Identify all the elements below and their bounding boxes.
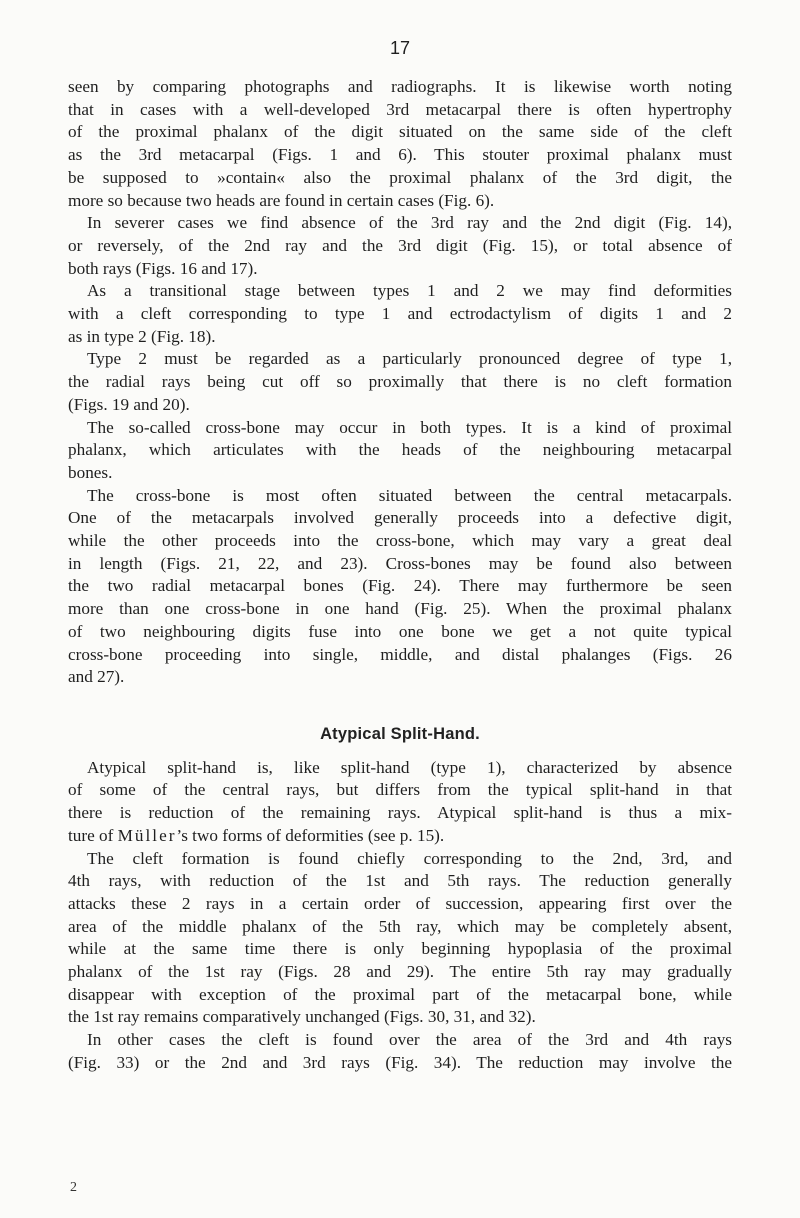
- text-line: (Figs. 19 and 20).: [68, 394, 190, 414]
- paragraph: [68, 212, 732, 280]
- text-line: that in cases with a well-developed 3rd metacarpal there is often hypertrophy: [68, 99, 732, 119]
- text-line: the 1st ray remains comparatively unchanged (Figs. 30, 31, and 32).: [68, 1007, 536, 1027]
- text-line: The so-called cross-bone may occur in both types. It is a kind of proximal: [87, 417, 732, 437]
- text-line: seen by comparing photographs and radiographs. It is likewise worth noting: [68, 77, 732, 96]
- text-line: bones.: [68, 462, 113, 482]
- text-line: of two neighbouring digits fuse into one bone we get a not quite typical: [68, 621, 732, 641]
- section-heading: Atypical Split-Hand.: [320, 724, 480, 743]
- text-line: of some of the central rays, but differs from the typical split-hand in that: [68, 780, 732, 800]
- signature-mark: 2: [70, 1180, 77, 1195]
- body-text: [68, 76, 732, 1075]
- text-line: the radial rays being cut off so proximally that there is no cleft formation: [68, 372, 732, 392]
- line-suffix: ’s two forms of deformities (see p. 15).: [176, 825, 445, 845]
- paragraph: [68, 348, 732, 416]
- text-line: As a transitional stage between types 1 and 2 we may find deformities: [87, 281, 732, 301]
- text-line: or reversely, of the 2nd ray and the 3rd digit (Fig. 15), or total absence of: [68, 235, 732, 255]
- text-line: Type 2 must be regarded as a particularly pronounced degree of type 1,: [87, 349, 732, 369]
- paragraph: [68, 280, 732, 348]
- text-line: of the proximal phalanx of the digit situated on the same side of the cleft: [68, 122, 732, 142]
- text-line: disappear with exception of the proximal part of the metacarpal bone, while: [68, 984, 732, 1004]
- text-line: phalanx of the 1st ray (Figs. 28 and 29). The entire 5th ray may gradually: [68, 962, 732, 982]
- text-line: (Fig. 33) or the 2nd and 3rd rays (Fig. 34). The reduction may involve the: [68, 1052, 732, 1072]
- text-line: 4th rays, with reduction of the 1st and 5th rays. The reduction generally: [68, 871, 732, 891]
- author-name: Müller: [117, 825, 177, 845]
- text-line: there is reduction of the remaining rays. Atypical split-hand is thus a mix-: [68, 803, 732, 823]
- text-line: attacks these 2 rays in a certain order of succession, appearing first over the: [68, 893, 732, 913]
- paragraph: [68, 485, 732, 689]
- line-prefix: ture of: [68, 825, 118, 845]
- text-line: and 27).: [68, 667, 125, 687]
- text-line: area of the middle phalanx of the 5th ray, which may be completely absent,: [68, 916, 732, 936]
- text-line: while at the same time there is only beginning hypoplasia of the proximal: [68, 939, 732, 959]
- text-line: with a cleft corresponding to type 1 and ectrodactylism of digits 1 and 2: [68, 304, 732, 324]
- paragraph: [68, 417, 732, 485]
- text-line: as in type 2 (Fig. 18).: [68, 326, 216, 346]
- text-line: while the other proceeds into the cross-bone, which may vary a great deal: [68, 531, 732, 551]
- text-line: [68, 825, 732, 848]
- page-number: 17: [389, 38, 411, 58]
- paragraph: [68, 76, 732, 212]
- text-line: the two radial metacarpal bones (Fig. 24). There may furthermore be seen: [68, 576, 732, 596]
- text-line: In other cases the cleft is found over the area of the 3rd and 4th rays: [87, 1030, 732, 1050]
- paragraph: [68, 848, 732, 1030]
- text-line: more than one cross-bone in one hand (Fig. 25). When the proximal phalanx: [68, 599, 732, 619]
- text-line: phalanx, which articulates with the heads of the neighbouring metacarpal: [68, 440, 732, 460]
- text-line: cross-bone proceeding into single, middle, and distal phalanges (Figs. 26: [68, 644, 732, 664]
- text-line: as the 3rd metacarpal (Figs. 1 and 6). This stouter proximal phalanx must: [68, 145, 732, 165]
- text-line: In severer cases we find absence of the 3rd ray and the 2nd digit (Fig. 14),: [87, 213, 732, 233]
- text-line: Atypical split-hand is, like split-hand (type 1), characterized by absence: [87, 757, 732, 777]
- paragraph: [68, 757, 732, 848]
- paragraph: [68, 1029, 732, 1074]
- text-line: more so because two heads are found in certain cases (Fig. 6).: [68, 190, 495, 210]
- text-line: in length (Figs. 21, 22, and 23). Cross-bones may be found also between: [68, 553, 732, 573]
- text-line: The cross-bone is most often situated between the central metacarpals.: [87, 485, 732, 505]
- text-line: be supposed to »contain« also the proximal phalanx of the 3rd digit, the: [68, 167, 732, 187]
- text-line: both rays (Figs. 16 and 17).: [68, 258, 258, 278]
- text-line: One of the metacarpals involved generally proceeds into a defective digit,: [68, 508, 732, 528]
- text-line: The cleft formation is found chiefly corresponding to the 2nd, 3rd, and: [87, 848, 732, 868]
